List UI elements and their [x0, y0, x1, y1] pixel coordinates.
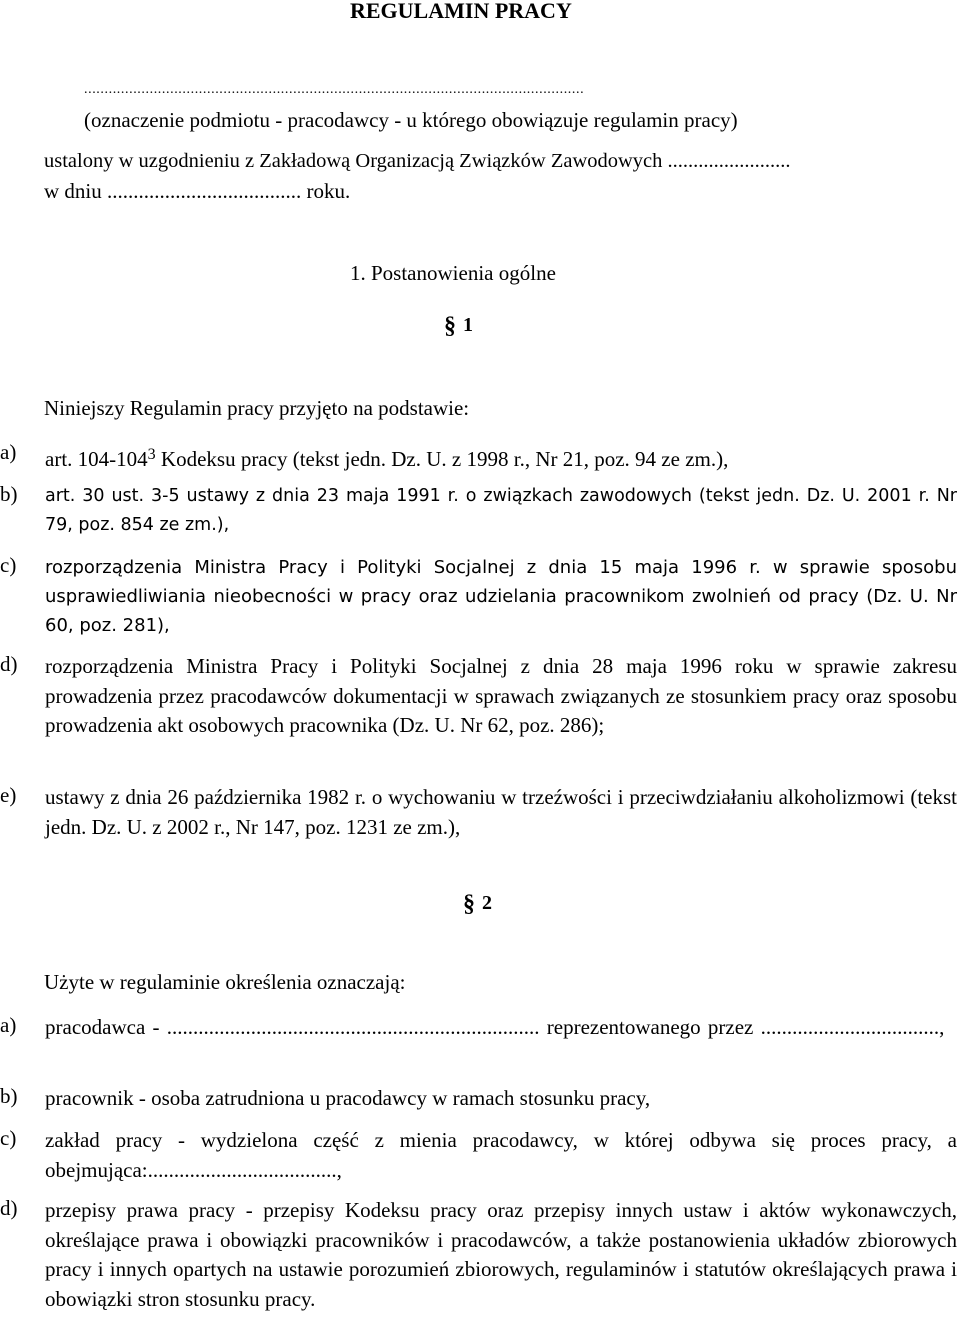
item-letter: b) [0, 482, 18, 506]
employer-dots: .......................................................................................................................... [84, 82, 585, 97]
section-2-number: 2 [482, 892, 492, 914]
item-letter: d) [0, 652, 18, 676]
item-text: rozporządzenia Ministra Pracy i Polityki Socjalnej z dnia 28 maja 1996 roku w sprawie zakresu prowadzenia przez pracodawców dokumentacji w sprawach związanych ze stosunkiem pracy oraz sposobu prowadzenia akt osobowych pracownika (Dz. U. Nr 62, poz. 286); [45, 654, 957, 737]
document-title: REGULAMIN PRACY [350, 0, 572, 23]
item-text: zakład pracy - wydzielona część z mienia pracodawcy, w której odbywa się proces pracy, a obejmująca:...................................., [45, 1128, 957, 1182]
employer-caption: (oznaczenie podmiotu - pracodawcy - u którego obowiązuje regulamin pracy) [84, 108, 738, 132]
agreed-line: ustalony w uzgodnieniu z Zakładową Organizacją Związków Zawodowych ........................ [44, 150, 791, 172]
item-text-pre: art. 104-104 [45, 447, 148, 471]
section-1-intro: Niniejszy Regulamin pracy przyjęto na podstawie: [44, 396, 470, 420]
svg-text:§: § [463, 891, 475, 916]
item-letter: b) [0, 1084, 18, 1108]
item-text: ustawy z dnia 26 października 1982 r. o wychowaniu w trzeźwości i przeciwdziałaniu alkoholizmowi (tekst jedn. Dz. U. z 2002 r., Nr 147, poz. 1231 ze zm.), [45, 785, 957, 839]
item-text: art. 30 ust. 3-5 ustawy z dnia 23 maja 1991 r. o związkach zawodowych (tekst jedn. Dz. U. 2001 r. Nr 79, poz. 854 ze zm.), [45, 486, 957, 535]
section-sign-icon [463, 890, 479, 916]
svg-text:§: § [444, 313, 456, 338]
item-text-post: Kodeksu pracy (tekst jedn. Dz. U. z 1998 r., Nr 21, poz. 94 ze zm.), [155, 447, 729, 471]
item-letter: e) [0, 783, 17, 807]
item-text: przepisy prawa pracy - przepisy Kodeksu pracy oraz przepisy innych ustaw i aktów wykonawczych, określające prawa i obowiązki pracowników i pracodawców, a także postanowienia układów zbiorowych pracy i innych opartych na ustawie porozumień zbiorowych, regulaminów i statutów określających prawa i obowiązki stron stosunku pracy. [45, 1198, 957, 1311]
section-2-intro: Użyte w regulaminie określenia oznaczają: [44, 970, 406, 994]
item-text: pracodawca - ....................................................................... reprezentowanego przez .................................., [45, 1015, 945, 1039]
section-1-mark [463, 314, 473, 337]
item-letter: c) [0, 553, 17, 577]
chapter-heading: 1. Postanowienia ogólne [350, 261, 556, 285]
item-superscript: 3 [147, 446, 156, 463]
item-letter: a) [0, 440, 17, 464]
item-letter: c) [0, 1126, 17, 1150]
date-line: w dniu ..................................... roku. [44, 179, 351, 203]
section-sign-icon [444, 312, 460, 338]
item-letter: d) [0, 1196, 18, 1220]
item-text: rozporządzenia Ministra Pracy i Polityki Socjalnej z dnia 15 maja 1996 r. w sprawie sposobu usprawiedliwiania nieobecności w pracy oraz udzielania pracownikom zwolnień od pracy (Dz. U. Nr 60, poz. 281), [45, 557, 957, 636]
item-text [45, 440, 957, 475]
item-text: pracownik - osoba zatrudniona u pracodawcy w ramach stosunku pracy, [45, 1086, 651, 1110]
section-2-mark [482, 892, 492, 915]
item-letter: a) [0, 1013, 17, 1037]
section-1-number: 1 [463, 314, 473, 336]
